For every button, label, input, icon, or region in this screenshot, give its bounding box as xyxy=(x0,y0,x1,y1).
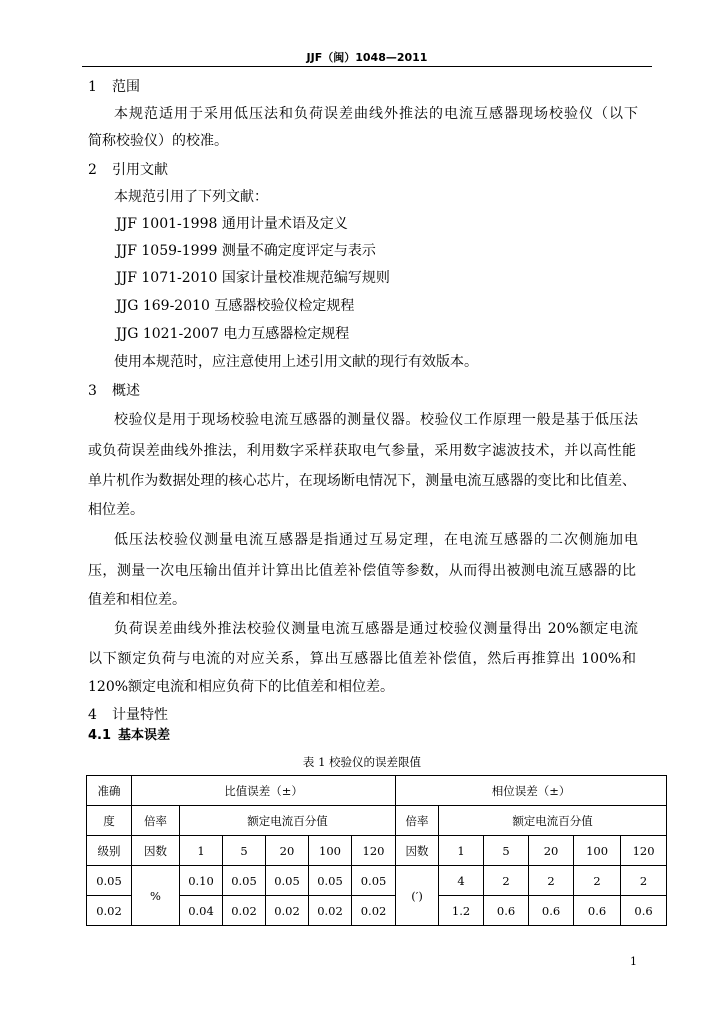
table-row xyxy=(87,806,667,836)
percent-cell: 1 xyxy=(439,836,484,866)
phase-value: 2 xyxy=(621,866,667,896)
phase-value: 0.6 xyxy=(574,896,621,926)
paragraph-line: 或负荷误差曲线外推法，利用数字采样获取电气参量，采用数字滤波技术，并以高性能 xyxy=(88,443,636,459)
percent-cell: 20 xyxy=(266,836,309,866)
header-ratio-error: 比值误差（±） xyxy=(132,776,396,806)
ratio-unit-cell: % xyxy=(132,866,180,926)
paragraph-line: 低压法校验仪测量电流互感器是指通过互易定理，在电流互感器的二次侧施加电 xyxy=(114,532,638,548)
header-phase-error: 相位误差（±） xyxy=(396,776,667,806)
header-factor: 因数 xyxy=(396,836,439,866)
grade-cell: 0.05 xyxy=(87,866,132,896)
section-number: 1 xyxy=(88,79,97,95)
ratio-value: 0.10 xyxy=(180,866,223,896)
percent-cell: 120 xyxy=(621,836,667,866)
reference-item: JJG 169-2010 互感器校验仪检定规程 xyxy=(116,298,355,314)
header-multiplier: 倍率 xyxy=(396,806,439,836)
table-caption: 表 1 校验仪的误差限值 xyxy=(302,755,422,769)
paragraph-line: 相位差。 xyxy=(88,502,144,518)
table-row xyxy=(87,836,667,866)
paragraph-line: 本规范适用于采用低压法和负荷误差曲线外推法的电流互感器现场校验仪（以下 xyxy=(114,106,638,122)
section-title: 引用文献 xyxy=(112,162,168,178)
section-4-1-heading xyxy=(88,726,170,746)
section-number: 2 xyxy=(88,162,97,178)
phase-value: 2 xyxy=(484,866,529,896)
section-number: 4.1 xyxy=(88,728,112,743)
section-title: 概述 xyxy=(112,383,140,399)
reference-item: JJF 1071-2010 国家计量校准规范编写规则 xyxy=(116,270,390,286)
section-3-heading xyxy=(88,381,140,401)
phase-value: 4 xyxy=(439,866,484,896)
paragraph-line: 压，测量一次电压输出值并计算出比值差补偿值等参数，从而得出被测电流互感器的比 xyxy=(88,563,636,579)
section-number: 4 xyxy=(88,707,97,723)
percent-cell: 120 xyxy=(352,836,396,866)
paragraph-line: 校验仪是用于现场校验电流互感器的测量仪器。校验仪工作原理一般是基于低压法 xyxy=(114,412,638,428)
header-multiplier: 倍率 xyxy=(132,806,180,836)
header-factor: 因数 xyxy=(132,836,180,866)
grade-cell: 0.02 xyxy=(87,896,132,926)
reference-item: JJF 1001-1998 通用计量术语及定义 xyxy=(116,216,348,232)
paragraph-line: 以下额定负荷与电流的对应关系，算出互感器比值差补偿值，然后再推算出 100%和 xyxy=(88,651,636,667)
ratio-value: 0.05 xyxy=(266,866,309,896)
header-accuracy-1: 准确 xyxy=(87,776,132,806)
percent-cell: 100 xyxy=(309,836,352,866)
header-accuracy-2: 度 xyxy=(87,806,132,836)
header-rated-current: 额定电流百分值 xyxy=(439,806,667,836)
section-1-heading xyxy=(88,77,140,97)
phase-value: 1.2 xyxy=(439,896,484,926)
percent-cell: 100 xyxy=(574,836,621,866)
phase-value: 0.6 xyxy=(621,896,667,926)
paragraph-line: 120%额定电流和相应负荷下的比值差和相位差。 xyxy=(88,679,395,695)
paragraph-line: 单片机作为数据处理的核心芯片，在现场断电情况下，测量电流互感器的变比和比值差、 xyxy=(88,473,636,489)
phase-unit-cell: (′) xyxy=(396,866,439,926)
ratio-value: 0.05 xyxy=(352,866,396,896)
ratio-value: 0.05 xyxy=(223,866,266,896)
ratio-value: 0.02 xyxy=(223,896,266,926)
header-accuracy-3: 级别 xyxy=(87,836,132,866)
page-number: 1 xyxy=(630,955,637,968)
percent-cell: 5 xyxy=(484,836,529,866)
section-number: 3 xyxy=(88,383,97,399)
phase-value: 2 xyxy=(574,866,621,896)
paragraph-line: 简称校验仪）的校准。 xyxy=(88,133,228,149)
section-title: 基本误差 xyxy=(118,728,171,743)
paragraph-line: 负荷误差曲线外推法校验仪测量电流互感器是通过校验仪测量得出 20%额定电流 xyxy=(114,621,638,637)
table-row xyxy=(87,776,667,806)
phase-value: 2 xyxy=(529,866,574,896)
ratio-value: 0.02 xyxy=(352,896,396,926)
reference-item: JJF 1059-1999 测量不确定度评定与表示 xyxy=(116,243,376,259)
phase-value: 0.6 xyxy=(529,896,574,926)
section-title: 范围 xyxy=(112,79,140,95)
paragraph-line: 使用本规范时，应注意使用上述引用文献的现行有效版本。 xyxy=(114,354,478,370)
percent-cell: 1 xyxy=(180,836,223,866)
ratio-value: 0.02 xyxy=(309,896,352,926)
section-2-heading xyxy=(88,160,168,180)
section-title: 计量特性 xyxy=(112,707,168,723)
percent-cell: 5 xyxy=(223,836,266,866)
ratio-value: 0.04 xyxy=(180,896,223,926)
paragraph-line: 值差和相位差。 xyxy=(88,592,186,608)
running-header: JJF（闽）1048—2011 xyxy=(82,52,652,67)
percent-cell: 20 xyxy=(529,836,574,866)
paragraph-line: 本规范引用了下列文献： xyxy=(114,189,268,205)
table-row xyxy=(87,866,667,896)
error-limit-table xyxy=(86,775,667,926)
header-rated-current: 额定电流百分值 xyxy=(180,806,396,836)
ratio-value: 0.02 xyxy=(266,896,309,926)
ratio-value: 0.05 xyxy=(309,866,352,896)
reference-item: JJG 1021-2007 电力互感器检定规程 xyxy=(116,326,350,342)
section-4-heading xyxy=(88,705,168,725)
phase-value: 0.6 xyxy=(484,896,529,926)
